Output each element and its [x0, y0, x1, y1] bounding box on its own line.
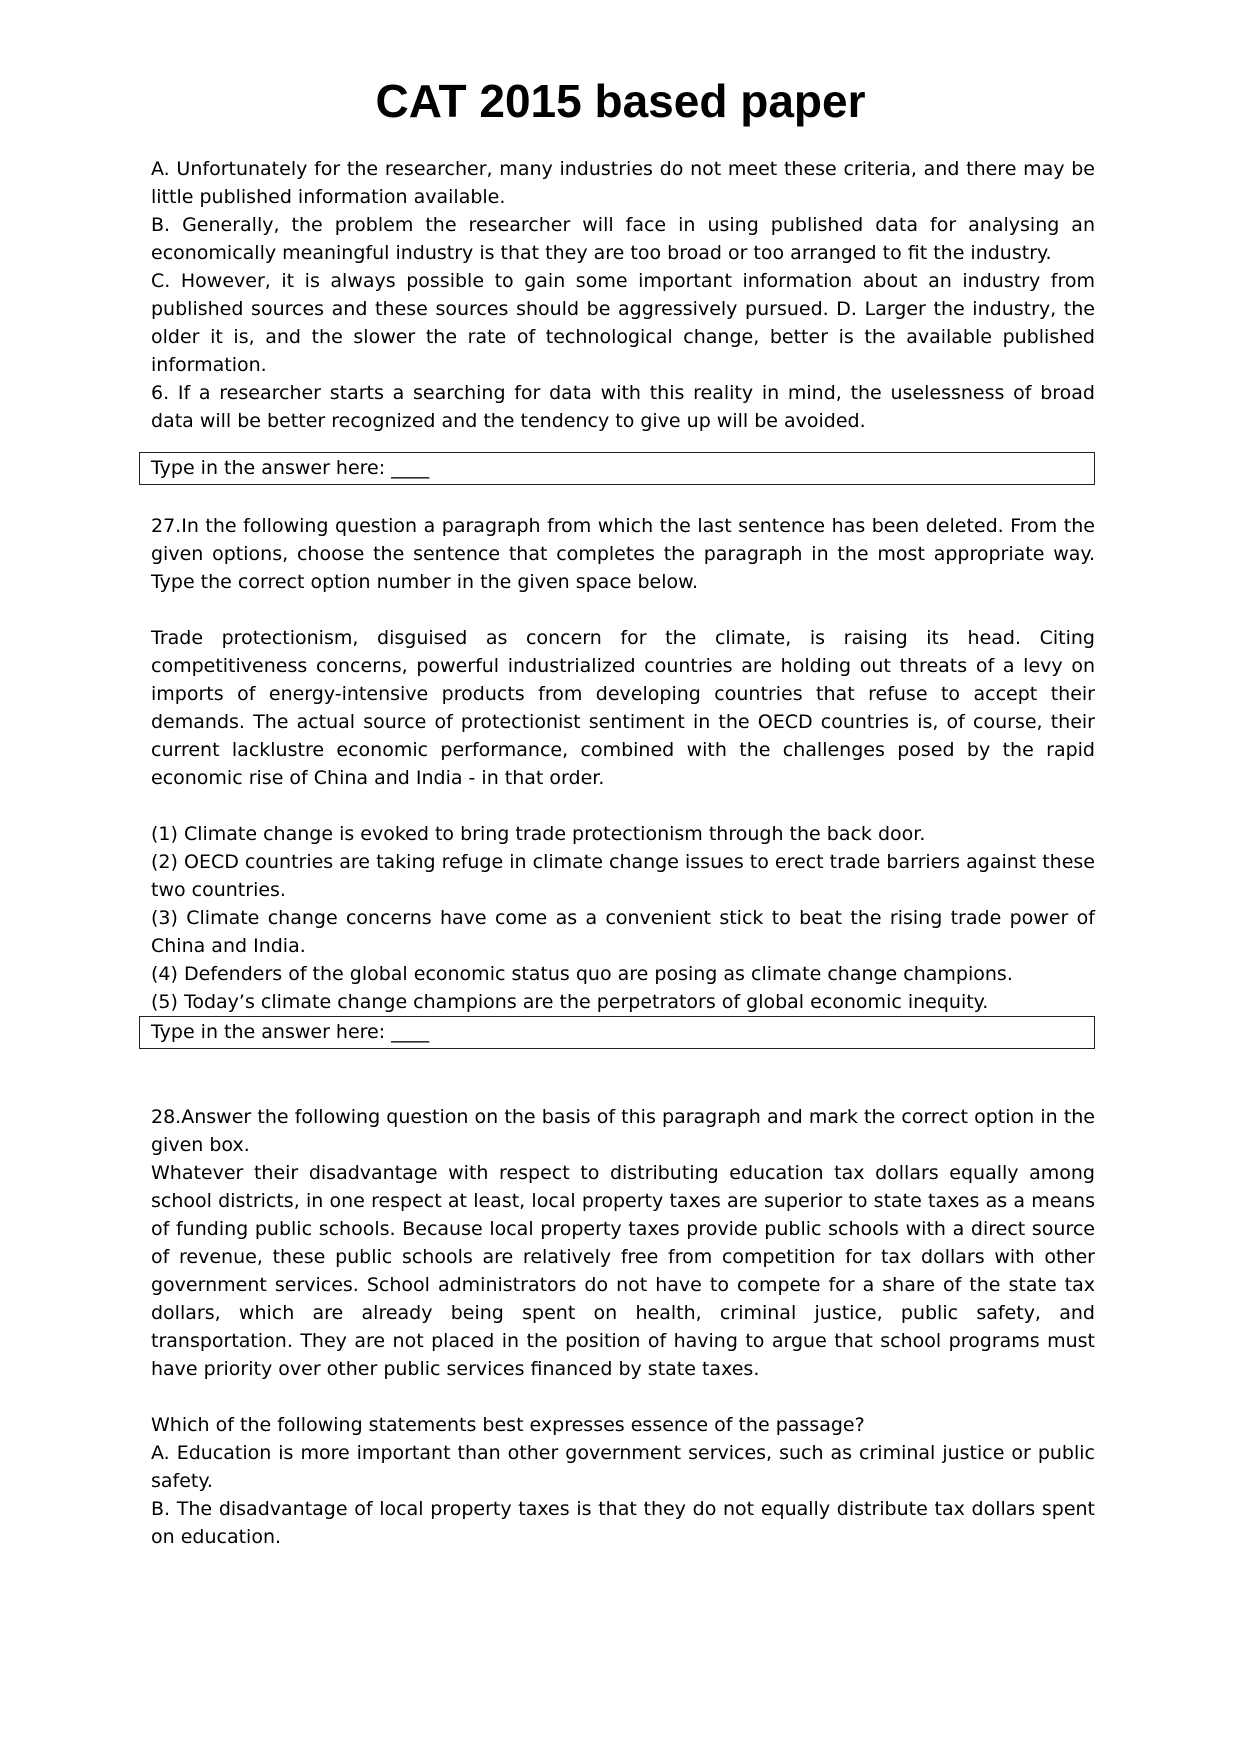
question-27-text: 27.In the following question a paragraph from which the last sentence has been deleted. From the given options, choose the sentence that completes the paragraph in the most appropriate way. Type the correct option number in the given space below. [151, 515, 1095, 593]
sentence-a: A. Unfortunately for the researcher, many industries do not meet these criteria, and there may be little published information available. [151, 158, 1095, 208]
question-28-text: 28.Answer the following question on the basis of this paragraph and mark the correct option in the given box. [151, 1106, 1095, 1156]
page-title: CAT 2015 based paper [375, 75, 866, 127]
option-4: (4) Defenders of the global economic status quo are posing as climate change champions. [151, 963, 1013, 985]
answer-box-q27[interactable]: Type in the answer here: ____ [139, 1016, 1095, 1049]
option-1: (1) Climate change is evoked to bring trade protectionism through the back door. [151, 823, 926, 845]
answer-box-q26[interactable]: Type in the answer here: ____ [139, 452, 1095, 485]
question-28 [151, 1103, 1095, 1551]
question-28-prompt: Which of the following statements best expresses essence of the passage? [151, 1414, 865, 1436]
option-2: (2) OECD countries are taking refuge in climate change issues to erect trade barriers against these two countries. [151, 851, 1095, 901]
question-27-passage: Trade protectionism, disguised as concern for the climate, is raising its head. Citing competitiveness concerns, powerful industrialized countries are holding out threats of a levy on imports of energy-intensive products from developing countries that refuse to accept their demands. The actual source of protectionist sentiment in the OECD countries is, of course, their current lacklustre economic performance, combined with the challenges posed by the rapid economic rise of China and India - in that order. [151, 627, 1095, 789]
option-5: (5) Today’s climate change champions are the perpetrators of global economic inequity. [151, 991, 989, 1013]
sentence-c-d: C. However, it is always possible to gain some important information about an industry from published sources and these sources should be aggressively pursued. D. Larger the industry, the older it is, and the slower the rate of technological change, better is the available published information. [151, 270, 1095, 376]
document-body [151, 155, 1095, 1551]
sentence-b: B. Generally, the problem the researcher will face in using published data for analysing an economically meaningful industry is that they are too broad or too arranged to fit the industry. [151, 214, 1095, 264]
question-27 [151, 512, 1095, 1016]
option-3: (3) Climate change concerns have come as a convenient stick to beat the rising trade power of China and India. [151, 907, 1095, 957]
option-b: B. The disadvantage of local property taxes is that they do not equally distribute tax dollars spent on education. [151, 1498, 1095, 1548]
question-26 [151, 155, 1095, 435]
question-28-passage: Whatever their disadvantage with respect to distributing education tax dollars equally among school districts, in one respect at least, local property taxes are superior to state taxes as a means of funding public schools. Because local property taxes provide public schools with a direct source of revenue, these public schools are relatively free from competition for tax dollars with other government services. School administrators do not have to compete for a share of the state tax dollars, which are already being spent on health, criminal justice, public safety, and transportation. They are not placed in the position of having to argue that school programs must have priority over other public services financed by state taxes. [151, 1162, 1095, 1380]
option-a: A. Education is more important than other government services, such as criminal justice or public safety. [151, 1442, 1095, 1492]
sentence-6: 6. If a researcher starts a searching for data with this reality in mind, the uselessness of broad data will be better recognized and the tendency to give up will be avoided. [151, 382, 1095, 432]
